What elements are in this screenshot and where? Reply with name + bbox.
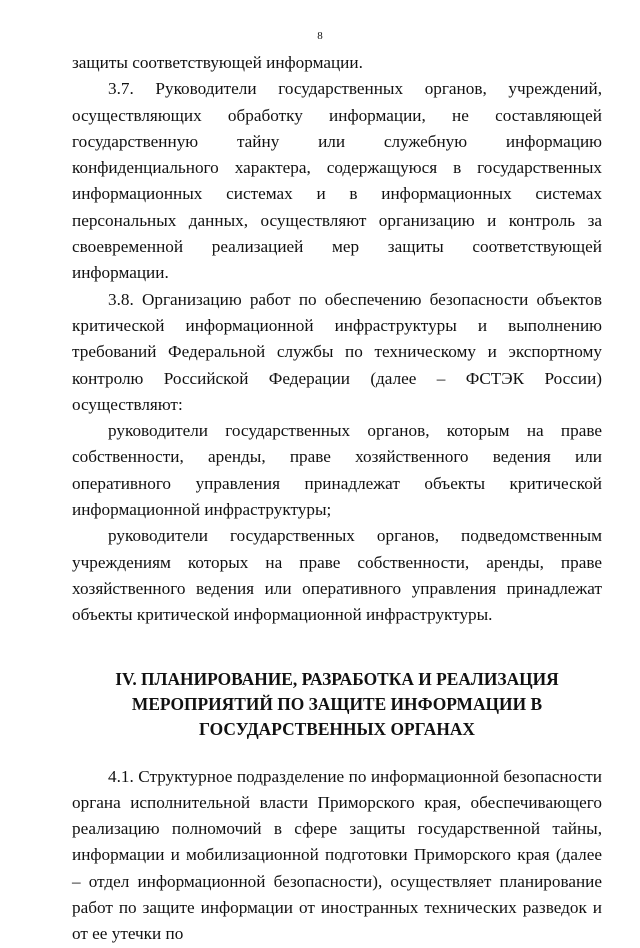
paragraph-3-8-item-2: руководители государственных органов, подведомственным учреждениям которых на праве собственности, аренды, праве хозяйственного ведения или оперативного управления принадлежат объекты критической информационной инфраструктуры. [72,526,602,625]
page-number: 8 [317,30,323,42]
paragraph-continuation: защиты соответствующей информации. [72,53,363,72]
paragraph-4-1: 4.1. Структурное подразделение по информационной безопасности органа исполнительной власти Приморского края, обеспечивающего реализацию полномочий в сфере защиты государственной тайны, информации и мобилизационной подготовки Приморского края (далее – отдел информационной безопасности), осуществляет планирование работ по защите информации от иностранных технических разведок и от ее утечки по [72,766,602,944]
section-heading-line-2: МЕРОПРИЯТИЙ ПО ЗАЩИТЕ ИНФОРМАЦИИ В [131,693,543,714]
paragraph-3-7: 3.7. Руководители государственных органов, учреждений, осуществляющих обработку информации, не составляющей государственную тайну или служебную информацию конфиденциального характера, содержащуюся в государственных информационных системах и в информационных системах персональных данных, осуществляют организацию и контроль за своевременной реализацией мер защиты соответствующей информации. [72,79,602,283]
paragraph-3-8-item-1: руководители государственных органов, которым на праве собственности, аренды, праве хозяйственного ведения или оперативного управления принадлежат объекты критической информационной инфраструктуры; [72,421,602,520]
section-heading-line-3: ГОСУДАРСТВЕННЫХ ОРГАНАХ [199,718,475,739]
section-heading-line-1: IV. ПЛАНИРОВАНИЕ, РАЗРАБОТКА И РЕАЛИЗАЦИЯ [115,668,559,689]
document-body [72,50,602,948]
paragraph-3-8: 3.8. Организацию работ по обеспечению безопасности объектов критической информационной инфраструктуры и выполнению требований Федеральной службы по техническому и экспортному контролю Российской Федерации (далее – ФСТЭК России) осуществляют: [72,289,602,414]
section-heading [72,667,602,742]
